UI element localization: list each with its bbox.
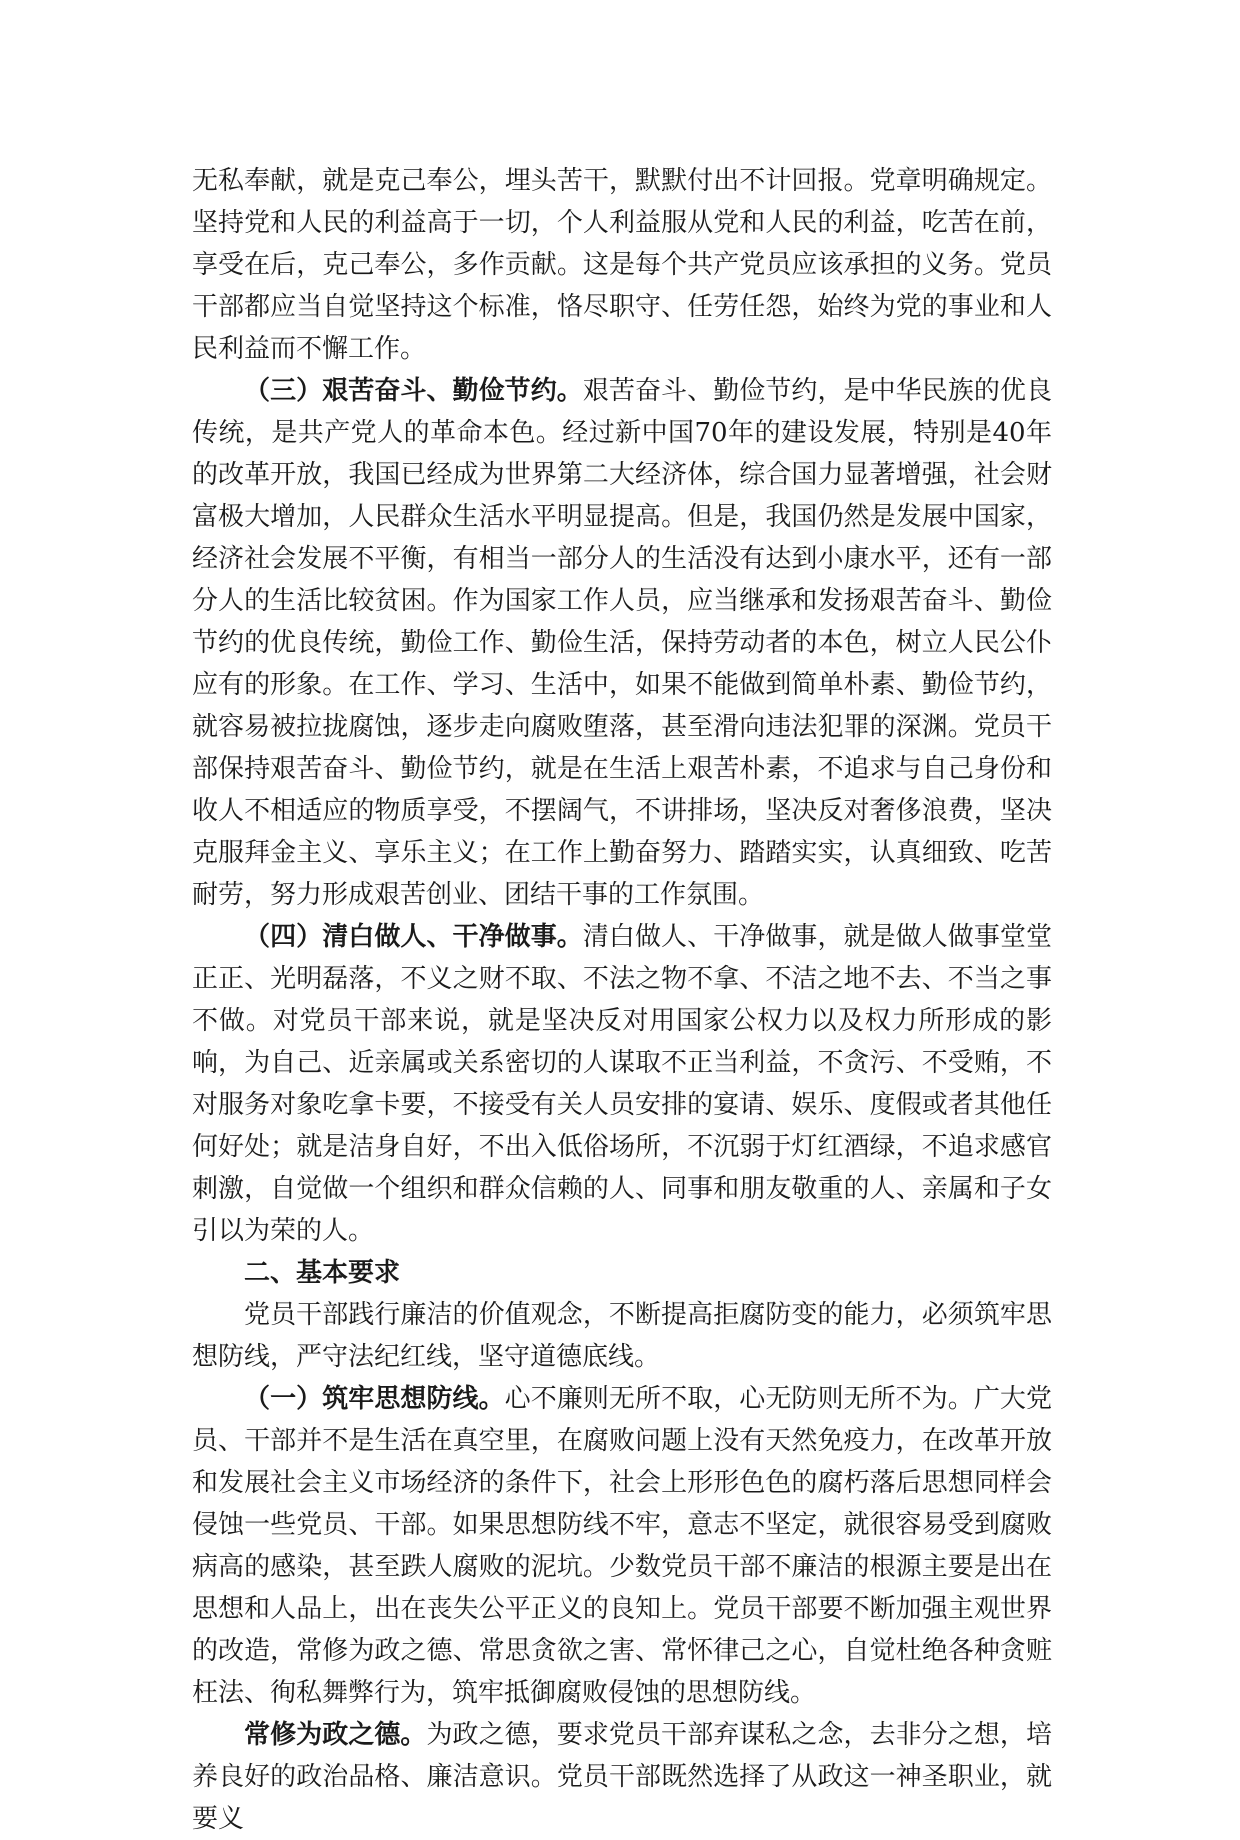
paragraph-text: 为政之德，要求党员干部弃谋私之念，去非分之想，培养良好的政治品格、廉洁意识。党员干部既然选择了从政这一神圣职业，就要义: [192, 1720, 1052, 1834]
paragraph-ideological-defense: [192, 1378, 1052, 1714]
section-lead-one: （一）筑牢思想防线。: [244, 1384, 505, 1414]
paragraph-text: 党员干部践行廉洁的价值观念，不断提高拒腐防变的能力，必须筑牢思想防线，严守法纪红线，坚守道德底线。: [192, 1300, 1052, 1372]
paragraph-selfless-dedication: [192, 160, 1052, 370]
section-lead-four: （四）清白做人、干净做事。: [244, 922, 583, 952]
document-page: [192, 160, 1052, 1840]
paragraph-clean-conduct: [192, 916, 1052, 1252]
paragraph-political-virtue: [192, 1714, 1052, 1840]
paragraph-text: 心不廉则无所不取，心无防则无所不为。广大党员、干部并不是生活在真空里，在腐败问题上没有天然免疫力，在改革开放和发展社会主义市场经济的条件下，社会上形形色色的腐朽落后思想同样会侵蚀一些党员、干部。如果思想防线不牢，意志不坚定，就很容易受到腐败病高的感染，甚至跌人腐败的泥坑。少数党员干部不廉洁的根源主要是出在思想和人品上，出在丧失公平正义的良知上。党员干部要不断加强主观世界的改造，常修为政之德、常思贪欲之害、常怀律己之心，自觉杜绝各种贪赃枉法、徇私舞弊行为，筑牢抵御腐败侵蚀的思想防线。: [192, 1384, 1052, 1708]
paragraph-hard-work-thrift: [192, 370, 1052, 916]
subsection-lead-virtue: 常修为政之德。: [244, 1720, 427, 1750]
paragraph-intro-requirements: [192, 1294, 1052, 1378]
section-lead-three: （三）艰苦奋斗、勤俭节约。: [244, 376, 583, 406]
paragraph-text: 无私奉献，就是克己奉公，埋头苦干，默默付出不计回报。党章明确规定。坚持党和人民的利益高于一切，个人利益服从党和人民的利益，吃苦在前，享受在后，克己奉公，多作贡献。这是每个共产党员应该承担的义务。党员干部都应当自觉坚持这个标准，恪尽职守、任劳任怨，始终为党的事业和人民利益而不懈工作。: [192, 166, 1052, 364]
section-heading-basic-requirements: 二、基本要求: [244, 1258, 401, 1288]
paragraph-text: 清白做人、干净做事，就是做人做事堂堂正正、光明磊落，不义之财不取、不法之物不拿、不洁之地不去、不当之事不做。对党员干部来说，就是坚决反对用国家公权力以及权力所形成的影响，为自己、近亲属或关系密切的人谋取不正当利益，不贪污、不受贿，不对服务对象吃拿卡要，不接受有关人员安排的宴请、娱乐、度假或者其他任何好处；就是洁身自好，不出入低俗场所，不沉弱于灯红酒绿，不追求感官刺激，自觉做一个组织和群众信赖的人、同事和朋友敬重的人、亲属和子女引以为荣的人。: [192, 922, 1052, 1246]
paragraph-text: 艰苦奋斗、勤俭节约，是中华民族的优良传统，是共产党人的革命本色。经过新中国70年的建设发展，特别是40年的改革开放，我国已经成为世界第二大经济体，综合国力显著增强，社会财富极大增加，人民群众生活水平明显提高。但是，我国仍然是发展中国家，经济社会发展不平衡，有相当一部分人的生活没有达到小康水平，还有一部分人的生活比较贫困。作为国家工作人员，应当继承和发扬艰苦奋斗、勤俭节约的优良传统，勤俭工作、勤俭生活，保持劳动者的本色，树立人民公仆应有的形象。在工作、学习、生活中，如果不能做到简单朴素、勤俭节约，就容易被拉拢腐蚀，逐步走向腐败堕落，甚至滑向违法犯罪的深渊。党员干部保持艰苦奋斗、勤俭节约，就是在生活上艰苦朴素，不追求与自己身份和收人不相适应的物质享受，不摆阔气，不讲排场，坚决反对奢侈浪费，坚决克服拜金主义、享乐主义；在工作上勤奋努力、踏踏实实，认真细致、吃苦耐劳，努力形成艰苦创业、团结干事的工作氛围。: [192, 376, 1052, 910]
